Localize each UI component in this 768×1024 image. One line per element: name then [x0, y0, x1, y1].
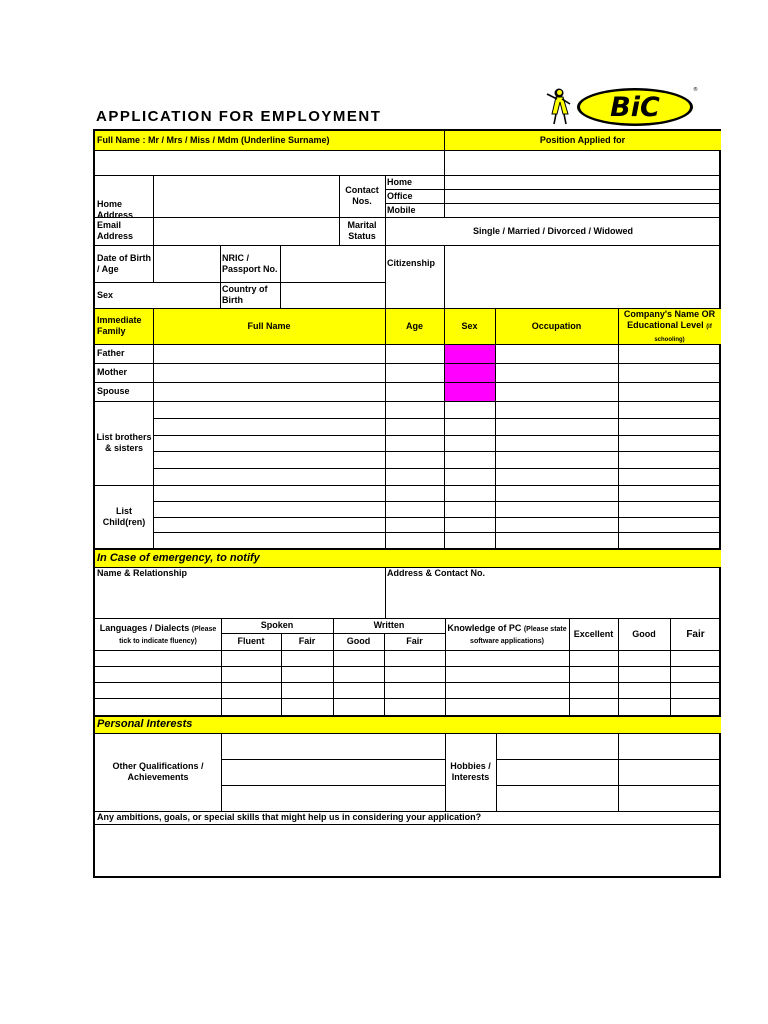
children-label: List Child(ren)	[102, 505, 146, 527]
sex-label: Sex	[97, 289, 114, 300]
languages-label-text: Languages / Dialects	[99, 623, 190, 633]
emergency-address-field[interactable]	[385, 580, 721, 618]
email-field[interactable]	[153, 217, 339, 245]
phone-office-field[interactable]	[444, 189, 721, 203]
spouse-sex-cell[interactable]	[444, 382, 495, 401]
spoken-fluent-header: Fluent	[237, 636, 265, 646]
application-form	[93, 129, 721, 878]
name-relationship-field[interactable]	[95, 580, 385, 618]
citizenship-field[interactable]	[444, 245, 721, 282]
country-birth-label: Country of Birth	[222, 284, 268, 305]
form-title: APPLICATION FOR EMPLOYMENT	[96, 108, 382, 125]
name-relationship-label: Name & Relationship	[97, 568, 188, 578]
full-name-header: Full Name : Mr / Mrs / Miss / Mdm (Underline Surname)	[95, 131, 444, 150]
spoken-header: Spoken	[260, 620, 294, 630]
pc-fair-header: Fair	[686, 628, 705, 640]
emergency-address-label: Address & Contact No.	[387, 568, 486, 578]
phone-home-label: Home	[387, 176, 413, 187]
pc-knowledge-label	[445, 618, 569, 650]
pc-knowledge-text: Knowledge of PC	[447, 623, 522, 633]
company-header-note: (if schooling)	[654, 324, 712, 343]
written-good-header: Good	[346, 636, 371, 646]
bic-wordmark: BiC	[610, 92, 660, 123]
father-sex-cell[interactable]	[444, 344, 495, 363]
family-sex-header: Sex	[444, 308, 495, 344]
siblings-label: List brothers & sisters	[96, 432, 152, 453]
emergency-section-title: In Case of emergency, to notify	[95, 548, 721, 567]
mother-sex-cell[interactable]	[444, 363, 495, 382]
home-address-label: Home Address	[97, 199, 134, 220]
bic-logo	[543, 84, 698, 130]
phone-office-label: Office	[387, 190, 413, 201]
phone-mobile-field[interactable]	[444, 203, 721, 217]
written-header: Written	[373, 620, 405, 630]
position-field[interactable]	[444, 150, 721, 175]
family-company-header	[618, 308, 721, 344]
position-header: Position Applied for	[444, 131, 721, 150]
mother-label: Mother	[97, 367, 127, 377]
nric-label: NRIC / Passport No.	[222, 252, 278, 274]
dob-field[interactable]	[153, 245, 220, 282]
spoken-fair-header: Fair	[298, 636, 316, 646]
nric-field[interactable]	[280, 245, 385, 282]
ambitions-label: Any ambitions, goals, or special skills that might help us in considering your application?	[97, 812, 482, 822]
other-qualifications-label: Other Qualifications / Achievements	[112, 761, 204, 782]
svg-text:®: ®	[693, 87, 698, 93]
languages-note: (Please tick to indicate fluency)	[119, 626, 217, 645]
family-fullname-header: Full Name	[153, 308, 385, 344]
pc-excellent-header: Excellent	[573, 628, 614, 639]
company-header-text: Company's Name OR Educational Level	[623, 309, 716, 330]
bic-boy-mascot-icon	[547, 89, 570, 125]
marital-options[interactable]: Single / Married / Divorced / Widowed	[473, 225, 633, 236]
phone-home-field[interactable]	[444, 175, 721, 189]
father-label: Father	[97, 348, 125, 358]
full-name-field[interactable]	[95, 150, 444, 175]
marital-label: Marital Status	[347, 220, 377, 241]
pc-good-header: Good	[632, 628, 656, 639]
family-age-header: Age	[385, 308, 444, 344]
country-birth-field[interactable]	[280, 282, 385, 308]
pc-knowledge-note: (Please state software applications)	[470, 626, 567, 645]
phone-mobile-label: Mobile	[387, 204, 416, 215]
dob-label: Date of Birth / Age	[97, 252, 151, 274]
spouse-label: Spouse	[97, 386, 130, 396]
personal-interests-title: Personal Interests	[95, 715, 721, 733]
written-fair-header: Fair	[406, 636, 423, 646]
hobbies-label: Hobbies / Interests	[450, 761, 491, 782]
sex-field[interactable]	[153, 282, 220, 308]
ambitions-field[interactable]	[95, 824, 721, 878]
citizenship-label: Citizenship	[387, 258, 436, 268]
languages-label	[95, 618, 221, 650]
contact-nos-label: Contact Nos.	[345, 185, 379, 206]
immediate-family-header: Immediate Family	[95, 308, 153, 344]
family-occupation-header: Occupation	[495, 308, 618, 344]
email-label: Email Address	[97, 220, 134, 241]
